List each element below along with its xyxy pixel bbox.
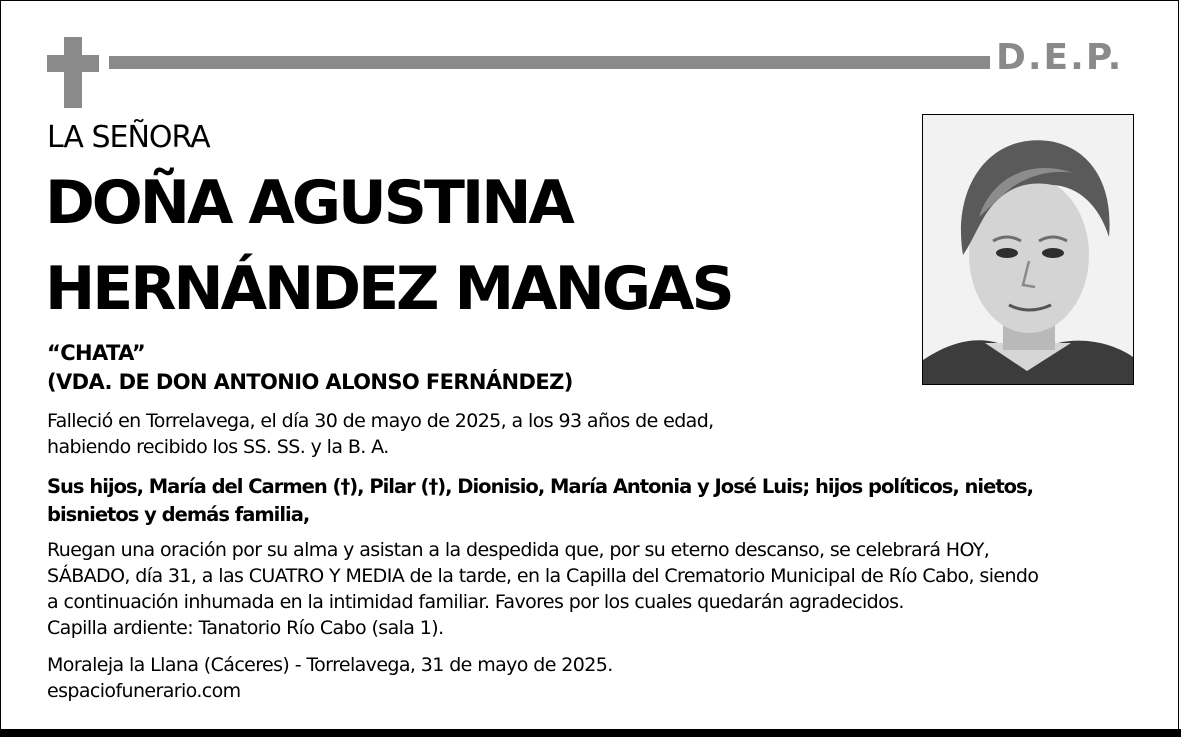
deceased-name-line-2: HERNÁNDEZ MANGAS [45,254,732,324]
nickname: “CHATA” [47,341,146,365]
family-line-2: bisnietos y demás familia, [47,503,310,526]
place-date: Moraleja la Llana (Cáceres) - Torrelavega, 31 de mayo de 2025. [47,654,613,676]
widow-of: (VDA. DE DON ANTONIO ALONSO FERNÁNDEZ) [47,370,573,394]
header-rule [109,56,990,69]
deceased-name-line-1: DOÑA AGUSTINA [45,168,572,238]
honorific: LA SEÑORA [47,120,210,155]
chapel-info: Capilla ardiente: Tanatorio Río Cabo (sala 1). [47,617,444,639]
bottom-rule [0,729,1181,737]
request-line-2: SÁBADO, día 31, a las CUATRO Y MEDIA de la tarde, en la Capilla del Crematorio Municipal de Río Cabo, siendo [47,565,1039,587]
website: espaciofunerario.com [47,680,241,702]
request-line-1: Ruegan una oración por su alma y asistan a la despedida que, por su eterno descanso, se celebrará HOY, [47,539,990,561]
cross-icon-arm [47,55,99,72]
dep-label: D.E.P. [996,37,1124,78]
cross-icon [64,37,82,108]
death-notice-line-2: habiendo recibido los SS. SS. y la B. A. [47,436,389,458]
death-notice-line-1: Falleció en Torrelavega, el día 30 de mayo de 2025, a los 93 años de edad, [47,410,714,432]
family-line-1: Sus hijos, María del Carmen (†), Pilar (†), Dionisio, María Antonia y José Luis; hijos políticos, nietos, [47,475,1034,498]
deceased-photo [922,114,1134,385]
request-line-3: a continuación inhumada en la intimidad familiar. Favores por los cuales quedarán agradecidos. [47,591,904,613]
